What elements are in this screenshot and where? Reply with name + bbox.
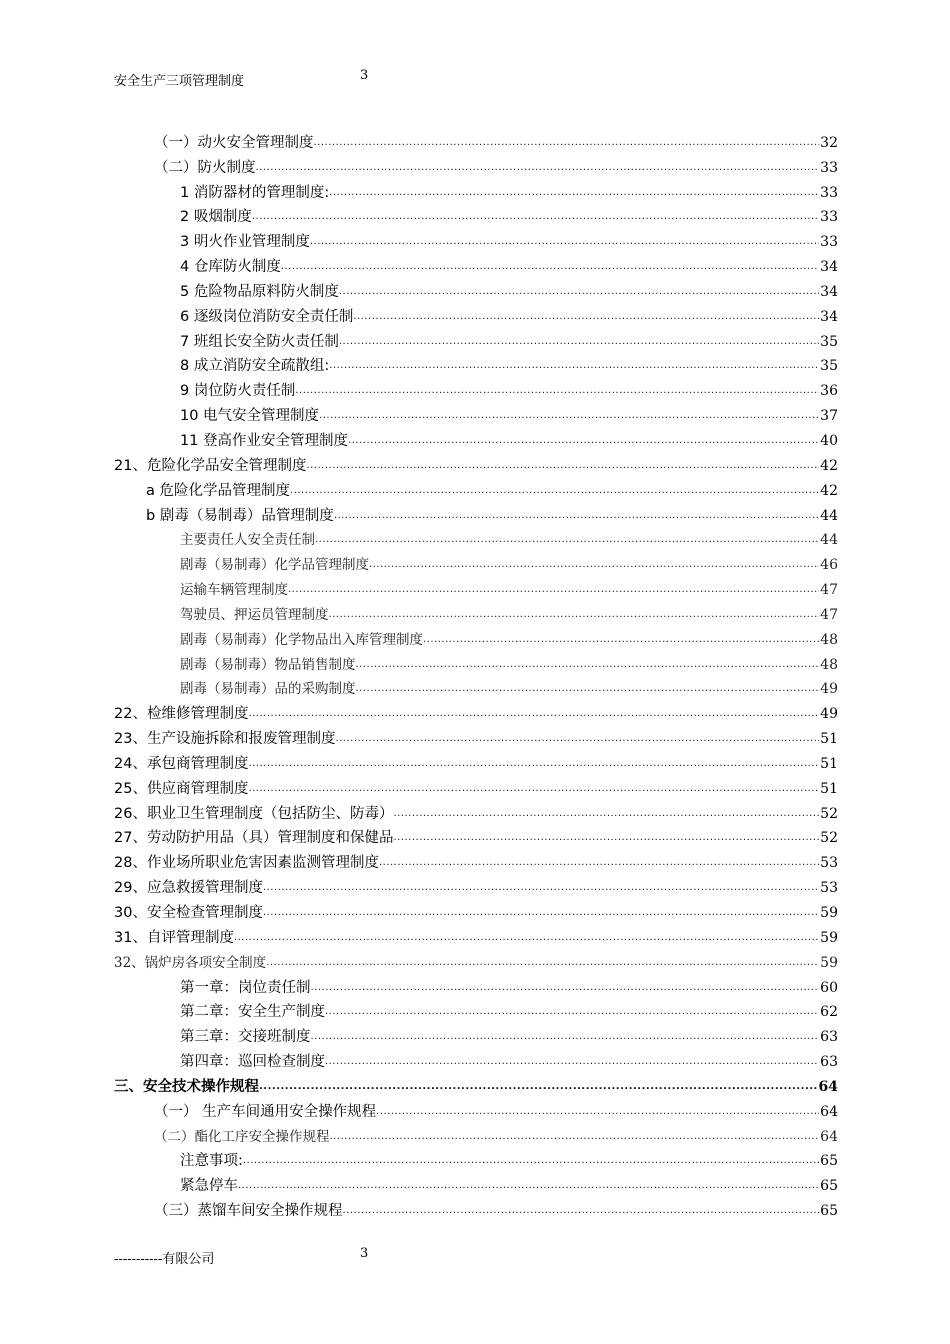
toc-dot-leader [311,1030,820,1044]
toc-entry-page: 65 [820,1178,838,1195]
toc-entry[interactable] [114,326,838,351]
toc-entry[interactable] [114,574,838,599]
toc-entry-title: 29、应急救援管理制度 [114,880,263,897]
toc-entry-page: 48 [820,656,838,673]
toc-entry[interactable] [114,922,838,947]
toc-dot-leader [311,981,820,995]
toc-entry-title: 4 仓库防火制度 [180,259,281,276]
toc-entry[interactable] [114,1146,838,1171]
toc-entry-title: 2 吸烟制度 [180,209,252,226]
toc-entry-page: 44 [820,507,838,524]
toc-entry-title: （一）动火安全管理制度 [154,134,314,151]
toc-entry[interactable] [114,947,838,972]
toc-entry-page: 48 [820,631,838,648]
toc-dot-leader [325,1005,819,1019]
toc-dot-leader [315,533,819,547]
toc-entry-title: 运输车辆管理制度 [180,582,288,599]
toc-dot-leader [252,210,819,224]
toc-dot-leader [376,1105,819,1119]
toc-entry[interactable] [114,202,838,227]
toc-entry-title: 11 登高作业安全管理制度 [180,432,349,449]
toc-dot-leader [423,633,819,647]
toc-dot-leader [334,509,819,523]
toc-dot-leader [329,359,819,373]
toc-entry[interactable] [114,1046,838,1071]
toc-entry[interactable] [114,177,838,202]
toc-entry-page: 53 [820,855,838,872]
toc-dot-leader [393,831,819,845]
toc-entry-title: （一） 生产车间通用安全操作规程 [154,1103,377,1120]
toc-entry[interactable] [114,276,838,301]
toc-entry-title: 28、作业场所职业危害因素监测管理制度 [114,855,379,872]
toc-entry-page: 40 [820,432,838,449]
toc-entry-page: 33 [820,234,838,251]
toc-entry-page: 33 [820,209,838,226]
toc-entry[interactable] [114,624,838,649]
toc-entry[interactable] [114,500,838,525]
toc-entry-page: 42 [820,482,838,499]
toc-dot-leader [248,707,819,721]
toc-entry-title: 9 岗位防火责任制 [180,383,296,400]
toc-entry-title: （三）蒸馏车间安全操作规程 [154,1203,343,1220]
toc-entry-page: 64 [820,1103,838,1120]
toc-entry-title: （二）防火制度 [154,159,256,176]
toc-dot-leader [335,732,819,746]
toc-entry-title: 第一章：岗位责任制 [180,979,311,996]
header-page-number: 3 [360,68,369,83]
toc-entry[interactable] [114,748,838,773]
toc-entry[interactable] [114,400,838,425]
page-footer [114,1246,834,1266]
toc-entry[interactable] [114,152,838,177]
toc-dot-leader [379,856,819,870]
toc-dot-leader [348,434,819,448]
toc-entry-title: 剧毒（易制毒）化学品管理制度 [180,557,369,574]
toc-entry[interactable] [114,375,838,400]
toc-entry-page: 47 [820,582,838,599]
toc-dot-leader [319,409,819,423]
toc-entry-title: 第三章：交接班制度 [180,1029,311,1046]
toc-entry-title: 紧急停车 [180,1178,238,1195]
toc-entry-title: 32、锅炉房各项安全制度 [114,954,267,971]
toc-entry-page: 35 [820,333,838,350]
toc-entry-page: 62 [820,1004,838,1021]
toc-dot-leader [343,1204,820,1218]
toc-entry-title: 第四章：巡回检查制度 [180,1054,325,1071]
toc-dot-leader [353,310,819,324]
toc-entry-page: 33 [820,159,838,176]
toc-entry-title: 7 班组长安全防火责任制 [180,333,339,350]
toc-entry-title: 25、供应商管理制度 [114,780,249,797]
toc-entry-page: 35 [820,358,838,375]
toc-entry[interactable] [114,475,838,500]
toc-dot-leader [281,260,819,274]
toc-entry-title: 31、自评管理制度 [114,929,234,946]
toc-entry[interactable] [114,847,838,872]
toc-entry-page: 32 [820,134,838,151]
footer-page-number: 3 [360,1246,369,1261]
toc-entry-title: 3 明火作业管理制度 [180,234,310,251]
toc-entry-page: 64 [818,1078,838,1095]
toc-entry-title: 驾驶员、押运员管理制度 [180,606,329,623]
toc-dot-leader [329,186,819,200]
toc-entry[interactable] [114,897,838,922]
toc-entry[interactable] [114,251,838,276]
toc-entry-page: 53 [820,880,838,897]
toc-dot-leader [325,1055,819,1069]
toc-dot-leader [295,384,819,398]
toc-entry[interactable] [114,1195,838,1220]
toc-dot-leader [234,931,819,945]
toc-entry-page: 49 [820,681,838,698]
toc-entry-title: 27、劳动防护用品（具）管理制度和保健品 [114,830,394,847]
toc-entry-page: 34 [820,283,838,300]
toc-entry-page: 49 [820,706,838,723]
toc-dot-leader [356,682,820,696]
toc-dot-leader [243,1154,819,1168]
toc-entry-page: 44 [820,532,838,549]
toc-entry-page: 59 [820,954,838,971]
toc-entry-title: 22、检维修管理制度 [114,706,249,723]
toc-entry[interactable] [114,1071,838,1096]
toc-entry[interactable] [114,549,838,574]
toc-entry[interactable] [114,425,838,450]
toc-entry[interactable] [114,226,838,251]
toc-entry-title: 24、承包商管理制度 [114,755,249,772]
toc-entry[interactable] [114,1170,838,1195]
toc-entry[interactable] [114,525,838,550]
toc-entry-page: 59 [820,929,838,946]
toc-dot-leader [306,459,819,473]
toc-dot-leader [288,583,819,597]
toc-entry[interactable] [114,599,838,624]
toc-entry-title: （二）酯化工序安全操作规程 [154,1128,330,1145]
toc-entry[interactable] [114,823,838,848]
toc-dot-leader [339,335,819,349]
toc-dot-leader [369,558,819,572]
toc-entry[interactable] [114,1121,838,1146]
toc-dot-leader [238,1179,819,1193]
toc-entry-title: 26、职业卫生管理制度（包括防尘、防毒） [114,805,394,822]
toc-dot-leader [259,1080,818,1094]
toc-entry-page: 34 [820,259,838,276]
toc-entry-page: 65 [820,1203,838,1220]
toc-entry[interactable] [114,1096,838,1121]
toc-entry[interactable] [114,351,838,376]
toc-entry-page: 51 [820,780,838,797]
toc-entry[interactable] [114,450,838,475]
toc-entry-page: 65 [820,1153,838,1170]
toc-entry-page: 42 [820,457,838,474]
toc-entry[interactable] [114,773,838,798]
toc-dot-leader [256,161,820,175]
toc-entry[interactable] [114,972,838,997]
toc-entry-title: 三、安全技术操作规程 [114,1078,259,1095]
toc-dot-leader [310,235,819,249]
toc-dot-leader [290,484,819,498]
toc-entry-page: 63 [820,1029,838,1046]
toc-entry-title: b 剧毒（易制毒）品管理制度 [146,507,334,524]
toc-dot-leader [330,1130,820,1144]
toc-entry-title: 1 消防器材的管理制度: [180,184,330,201]
toc-entry[interactable] [114,997,838,1022]
toc-entry-page: 51 [820,731,838,748]
toc-entry[interactable] [114,872,838,897]
page-header [114,68,834,88]
toc-entry-title: 21、危险化学品安全管理制度 [114,457,307,474]
header-title: 安全生产三项管理制度 [114,74,245,89]
toc-dot-leader [248,757,819,771]
toc-entry[interactable] [114,674,838,699]
toc-entry-page: 37 [820,408,838,425]
toc-entry[interactable] [114,649,838,674]
toc-entry-page: 51 [820,755,838,772]
toc-entry-title: 8 成立消防安全疏散组: [180,358,330,375]
toc-entry-page: 59 [820,905,838,921]
toc-entry[interactable] [114,127,838,152]
toc-entry-title: 6 逐级岗位消防安全责任制 [180,308,354,325]
toc-entry-title: a 危险化学品管理制度 [146,482,290,499]
toc-entry-page: 36 [820,383,838,400]
toc-entry-title: 剧毒（易制毒）物品销售制度 [180,656,356,673]
toc-entry-title: 主要责任人安全责任制 [180,532,315,549]
toc-dot-leader [266,956,819,970]
footer-company: -----------有限公司 [114,1252,215,1267]
toc-entry[interactable] [114,798,838,823]
toc-entry-page: 52 [820,805,838,822]
toc-dot-leader [329,608,820,622]
toc-dot-leader [356,658,820,672]
toc-entry-page: 33 [820,184,838,201]
toc-entry[interactable] [114,301,838,326]
toc-dot-leader [263,881,819,895]
toc-entry-page: 46 [820,557,838,574]
toc-dot-leader [263,906,819,920]
toc-entry-page: 47 [820,606,838,623]
toc-entry[interactable] [114,723,838,748]
toc-entry-page: 60 [820,979,838,996]
toc-entry-page: 64 [820,1128,838,1145]
toc-entry-title: 剧毒（易制毒）品的采购制度 [180,681,356,698]
toc-entry-page: 34 [820,308,838,325]
toc-entry[interactable] [114,1021,838,1046]
toc-entry-page: 52 [820,830,838,847]
toc-entry[interactable] [114,698,838,723]
toc-entry-title: 23、生产设施拆除和报废管理制度 [114,731,336,748]
toc-dot-leader [248,782,819,796]
toc-dot-leader [339,285,819,299]
toc-entry-title: 剧毒（易制毒）化学物品出入库管理制度 [180,631,423,648]
toc-entry-title: 5 危险物品原料防火制度 [180,283,339,300]
toc-entry-title: 第二章：安全生产制度 [180,1004,325,1021]
toc-entry-title: 30、安全检查管理制度 [114,905,263,921]
table-of-contents [114,127,838,1220]
toc-dot-leader [393,807,819,821]
toc-entry-title: 注意事项: [180,1153,243,1170]
toc-entry-title: 10 电气安全管理制度 [180,408,320,425]
toc-dot-leader [314,136,820,150]
toc-entry-page: 63 [820,1054,838,1071]
